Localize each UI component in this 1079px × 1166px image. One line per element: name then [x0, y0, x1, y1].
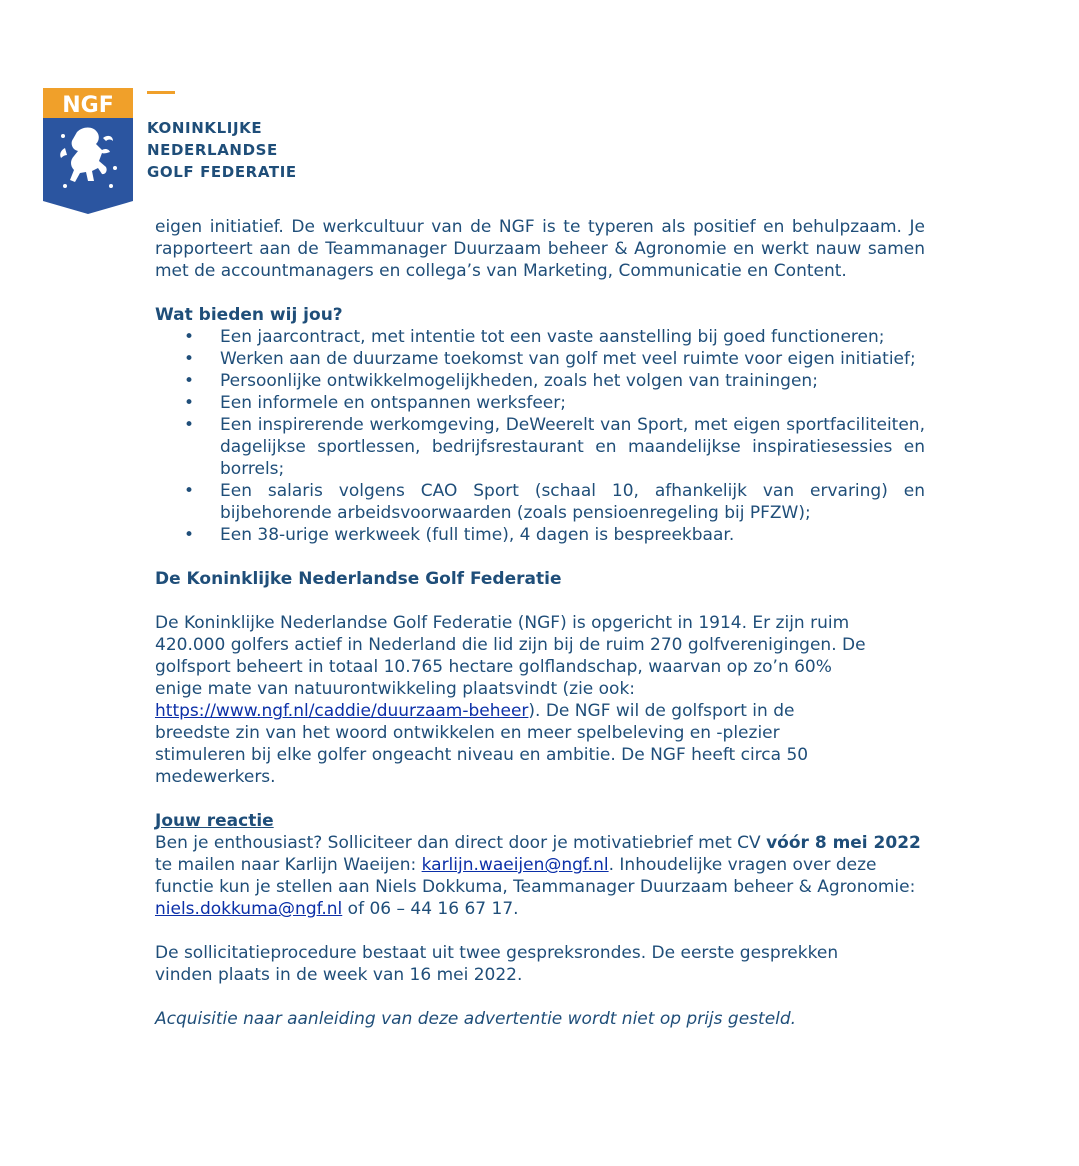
email-link-karlijn[interactable]: karlijn.waeijen@ngf.nl [421, 855, 609, 875]
logo-text: NGF [62, 93, 114, 118]
about-paragraph: De Koninklijke Nederlandse Golf Federatie (NGF) is opgericht in 1914. Er zijn ruim 420.000 golfers actief in Nederland die lid zijn bij de ruim 270 golfverenigingen. De golfsport beheert in totaal 10.765 hectare golflandschap, waarvan op zo’n 60% enige mate van natuurontwikkeling plaatsvindt (zie ook: https://www.ngf.nl/caddie/duurzaam-beheer). De NGF wil de golfsport in de breedste zin van het woord ontwikkelen en meer spelbeleving en -plezier stimuleren bij elke golfer ongeacht niveau en ambitie. De NGF heeft circa 50 medewerkers. [155, 613, 866, 787]
document-body [155, 216, 925, 1030]
offer-heading: Wat bieden wij jou? [155, 305, 343, 325]
list-item: • Persoonlijke ontwikkelmogelijkheden, zoals het volgen van trainingen; [183, 371, 818, 391]
list-item: • Werken aan de duurzame toekomst van golf met veel ruimte voor eigen initiatief; [183, 349, 916, 369]
bullet-icon: • [183, 525, 195, 545]
intro-paragraph: eigen initiatief. De werkcultuur van de NGF is te typeren als positief en behulpzaam. Je rapporteert aan de Teammanager Duurzaam beheer & Agronomie en werkt nauw samen met de accountmanagers en collega’s van Marketing, Communicatie en Content. [155, 217, 925, 281]
ngf-logo [43, 88, 133, 214]
letterhead [43, 88, 343, 218]
orange-accent-line [147, 91, 175, 94]
list-item: • Een inspirerende werkomgeving, DeWeerelt van Sport, met eigen sportfaciliteiten, dagelijkse sportlessen, bedrijfsrestaurant en maandelijkse inspiratiesessies en borrels; [183, 415, 925, 479]
bullet-icon: • [183, 393, 195, 413]
org-name-line-2: NEDERLANDSE [147, 141, 278, 159]
reaction-heading: Jouw reactie [155, 811, 274, 831]
bullet-icon: • [183, 415, 195, 435]
procedure-paragraph: De sollicitatieprocedure bestaat uit twee gespreksrondes. De eerste gesprekken vinden plaats in de week van 16 mei 2022. [155, 943, 839, 985]
email-link-niels[interactable]: niels.dokkuma@ngf.nl [155, 899, 343, 919]
list-item: • Een 38-urige werkweek (full time), 4 dagen is bespreekbaar. [183, 525, 735, 545]
reaction-paragraph: Ben je enthousiast? Solliciteer dan direct door je motivatiebrief met CV vóór 8 mei 2022 te mailen naar Karlijn Waeijen: karlijn.waeijen@ngf.nl. Inhoudelijke vragen over deze functie kun je stellen aan Niels Dokkuma, Teammanager Duurzaam beheer & Agronomie: niels.dokkuma@ngf.nl of 06 – 44 16 67 17. [155, 833, 921, 919]
caddie-link[interactable]: https://www.ngf.nl/caddie/duurzaam-beheer [155, 701, 529, 721]
bullet-icon: • [183, 349, 195, 369]
org-name-line-3: GOLF FEDERATIE [147, 163, 297, 181]
list-item: • Een informele en ontspannen werksfeer; [183, 393, 566, 413]
bullet-icon: • [183, 481, 195, 501]
offer-list [155, 326, 925, 546]
list-item: • Een salaris volgens CAO Sport (schaal 10, afhankelijk van ervaring) en bijbehorende arbeidsvoorwaarden (zoals pensioenregeling bij PFZW); [183, 481, 925, 523]
org-name-line-1: KONINKLIJKE [147, 119, 263, 137]
org-name [147, 117, 297, 183]
list-item: • Een jaarcontract, met intentie tot een vaste aanstelling bij goed functioneren; [183, 327, 885, 347]
bullet-icon: • [183, 327, 195, 347]
deadline: vóór 8 mei 2022 [766, 833, 921, 853]
disclaimer: Acquisitie naar aanleiding van deze advertentie wordt niet op prijs gesteld. [155, 1009, 797, 1029]
about-heading: De Koninklijke Nederlandse Golf Federatie [155, 569, 562, 589]
bullet-icon: • [183, 371, 195, 391]
